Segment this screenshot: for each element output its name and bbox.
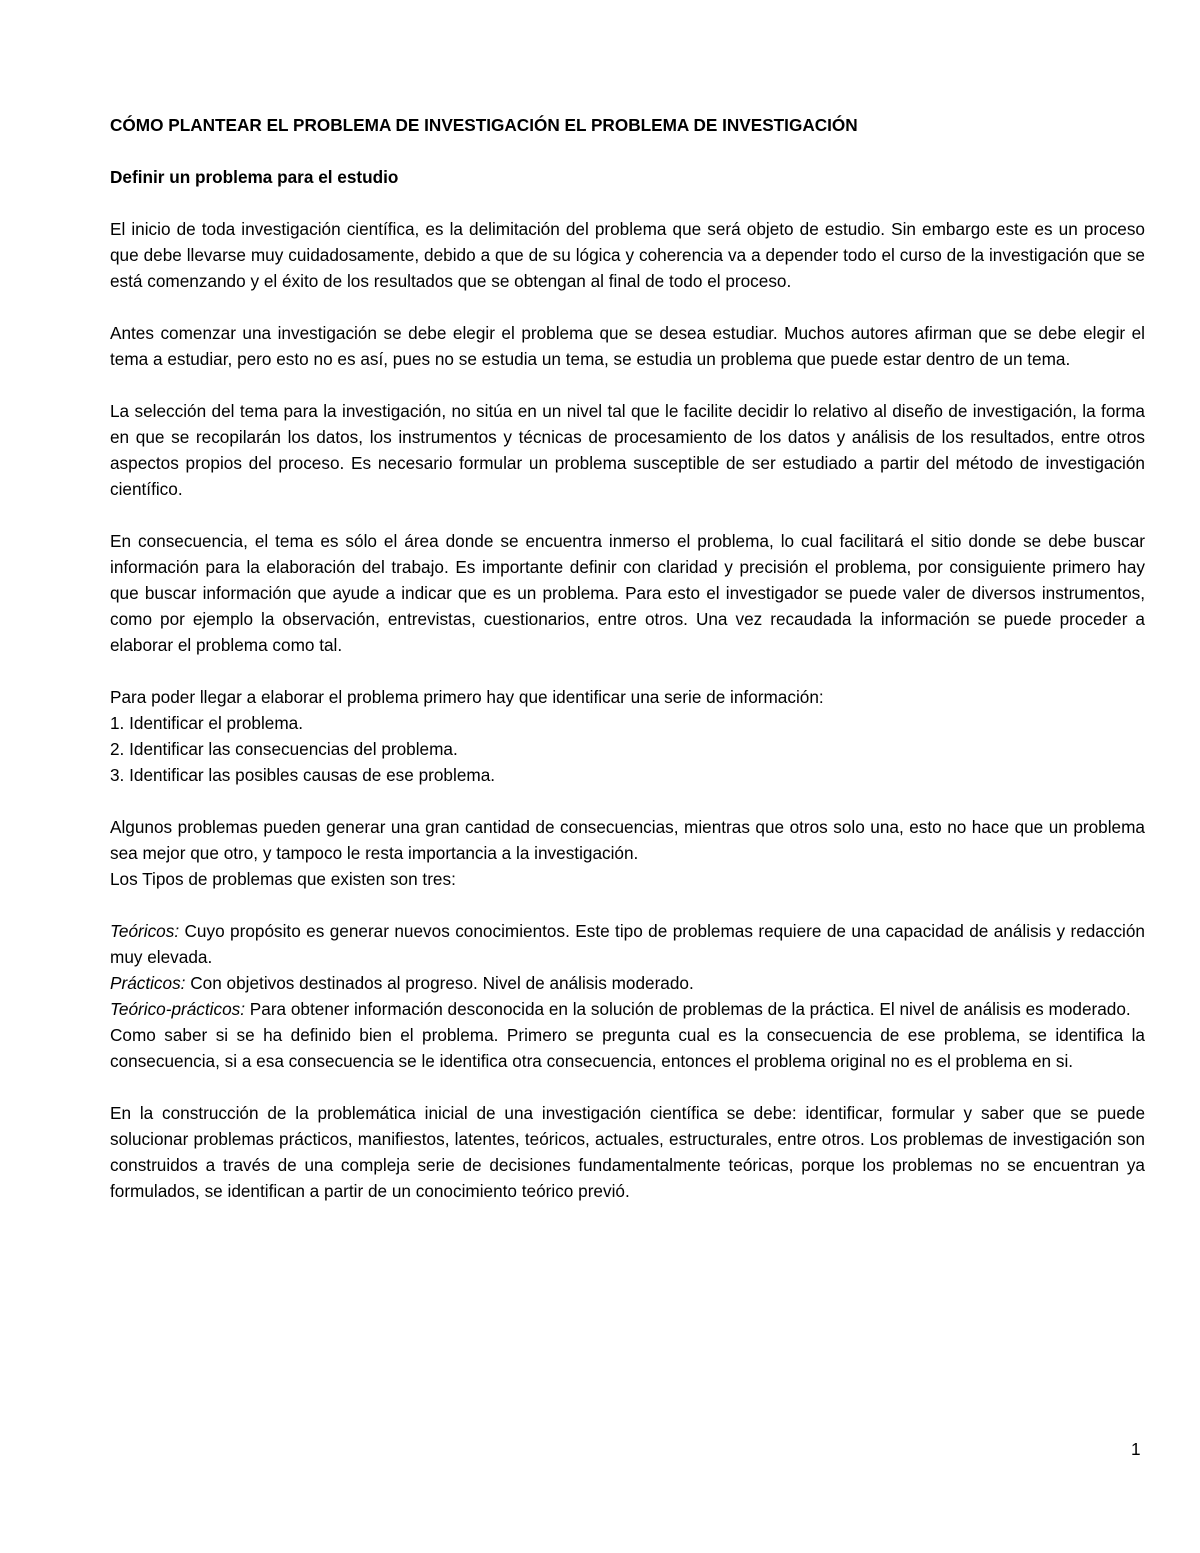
paragraph-verify-problem: Como saber si se ha definido bien el problema. Primero se pregunta cual es la consecuencia de ese problema, se identifica la consecuencia, si a esa consecuencia se le identifica otra consecuencia, entonces el problema original no es el problema en si.: [110, 1025, 1145, 1071]
type-label: Prácticos:: [110, 973, 186, 993]
page-number: 1: [1131, 1439, 1141, 1459]
type-theoretical-practical: [110, 996, 1145, 1022]
paragraph-topic-selection: La selección del tema para la investigación, no sitúa en un nivel tal que le facilite decidir lo relativo al diseño de investigación, la forma en que se recopilarán los datos, los instrumentos y técnicas de procesamiento de los datos y análisis de los resultados, entre otros aspectos propios del proceso. Es necesario formular un problema susceptible de ser estudiado a partir del método de investigación científico.: [110, 401, 1145, 499]
type-description: Para obtener información desconocida en la solución de problemas de la práctica. El nivel de análisis es moderado.: [245, 999, 1131, 1019]
type-label: Teórico-prácticos:: [110, 999, 246, 1019]
paragraph-consequence: En consecuencia, el tema es sólo el área donde se encuentra inmerso el problema, lo cual facilitará el sitio donde se debe buscar información para la elaboración del trabajo. Es importante definir con claridad y precisión el problema, por consiguiente primero hay que buscar información que ayude a indicar que es un problema. Para esto el investigador se puede valer de diversos instrumentos, como por ejemplo la observación, entrevistas, cuestionarios, entre otros. Una vez recaudada la información se puede proceder a elaborar el problema como tal.: [110, 531, 1145, 655]
type-practical: [110, 970, 1145, 996]
type-label: Teóricos:: [110, 921, 180, 941]
paragraph-intro: El inicio de toda investigación científica, es la delimitación del problema que será objeto de estudio. Sin embargo este es un proceso que debe llevarse muy cuidadosamente, debido a que de su lógica y coherencia va a depender todo el curso de la investigación que se está comenzando y el éxito de los resultados que se obtengan al final de todo el proceso.: [110, 219, 1145, 291]
type-description: Con objetivos destinados al progreso. Nivel de análisis moderado.: [185, 973, 694, 993]
list-intro: Para poder llegar a elaborar el problema primero hay que identificar una serie de información:: [110, 687, 824, 707]
type-theoretical: [110, 918, 1145, 970]
paragraph-choose-problem: Antes comenzar una investigación se debe elegir el problema que se desea estudiar. Muchos autores afirman que se debe elegir el tema a estudiar, pero esto no es así, pues no se estudia un tema, se estudia un problema que puede estar dentro de un tema.: [110, 323, 1145, 369]
document-page: [110, 112, 1145, 1230]
paragraph-construction: En la construcción de la problemática inicial de una investigación científica se debe: identificar, formular y saber que se puede solucionar problemas prácticos, manifiestos, latentes, teóricos, actuales, estructurales, entre otros. Los problemas de investigación son construidos a través de una compleja serie de decisiones fundamentalmente teóricas, porque los problemas no se encuentran ya formulados, se identifican a partir de un conocimiento teórico previó.: [110, 1103, 1145, 1201]
type-description: Cuyo propósito es generar nuevos conocimientos. Este tipo de problemas requiere de una capacidad de análisis y redacción muy elevada.: [110, 921, 1145, 967]
types-intro: Los Tipos de problemas que existen son tres:: [110, 869, 456, 889]
list-item: 1. Identificar el problema.: [110, 713, 303, 733]
document-title: CÓMO PLANTEAR EL PROBLEMA DE INVESTIGACIÓN EL PROBLEMA DE INVESTIGACIÓN: [110, 115, 858, 135]
paragraph-consequences: Algunos problemas pueden generar una gran cantidad de consecuencias, mientras que otros solo una, esto no hace que un problema sea mejor que otro, y tampoco le resta importancia a la investigación.: [110, 817, 1145, 863]
list-item: 2. Identificar las consecuencias del problema.: [110, 739, 458, 759]
list-item: 3. Identificar las posibles causas de ese problema.: [110, 765, 496, 785]
section-subtitle: Definir un problema para el estudio: [110, 167, 399, 187]
